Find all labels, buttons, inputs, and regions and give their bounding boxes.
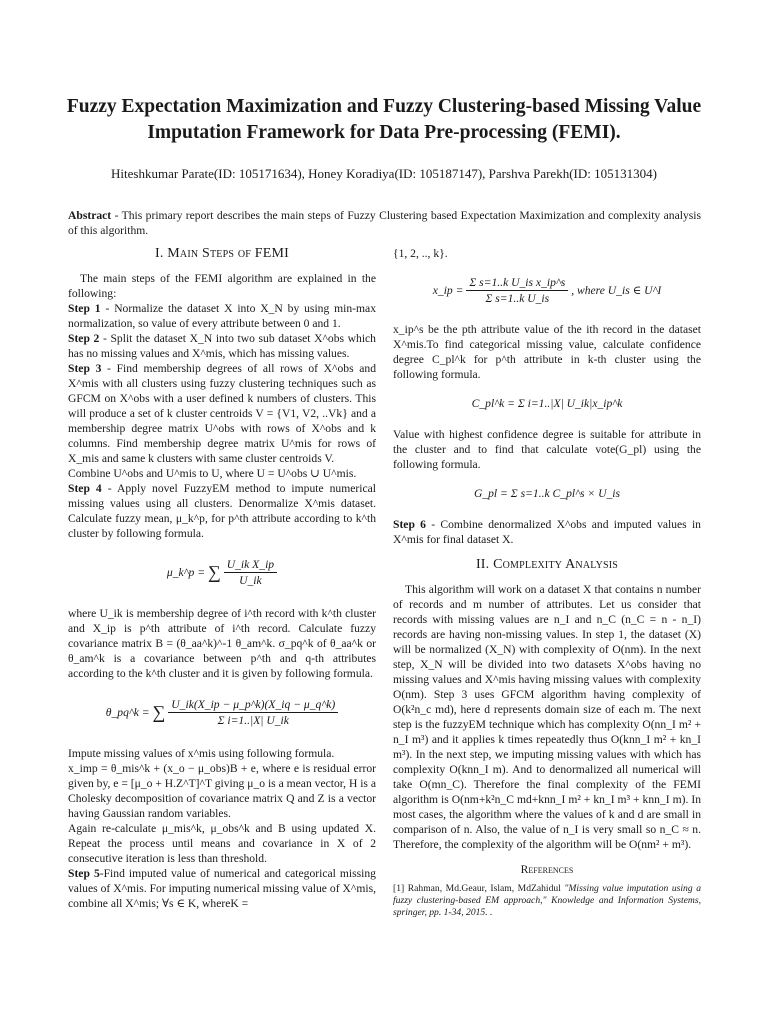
vote-text: Value with highest confidence degree is suitable for attribute in the cluster and to find that calculate vote(G_pl) using the following formula. xyxy=(393,428,701,471)
combine-text: Combine U^obs and U^mis to U, where U = U^obs ∪ U^mis. xyxy=(68,467,357,480)
section-2-heading xyxy=(393,557,701,572)
references-heading: References xyxy=(520,863,574,876)
abstract xyxy=(68,208,701,238)
author-list: Hiteshkumar Parate(ID: 105171634), Honey Koradiya(ID: 105187147), Parshva Parekh(ID: 105131304) xyxy=(111,166,657,181)
abstract-label: Abstract xyxy=(68,209,112,222)
right-column xyxy=(393,246,701,919)
covariance-text: where U_ik is membership degree of i^th record with k^th cluster and X_ip is p^th attribute of i^th record. Calculate fuzzy covariance matrix B = (θ_aa^k)^-1 θ_am^k. σ_pq^k of θ_aa^k or θ_am^k is a covariance between p^th and q-th attributes according to the k^th cluster and it is given by following formula. xyxy=(68,607,376,680)
paper-title: Fuzzy Expectation Maximization and Fuzzy Clustering-based Missing Value Imputation Framework for Data Pre-processing (FEMI). xyxy=(66,96,702,143)
equation-vote: G_pl = Σ s=1..k C_pl^s × U_is xyxy=(473,487,621,500)
impute-text: Impute missing values of x^mis using following formula. xyxy=(68,747,335,760)
section-1-heading xyxy=(68,246,376,261)
recalc-text: Again re-calculate μ_mis^k, μ_obs^k and B using updated X. Repeat the process until means and covariance in X of 2 consecutive iteration is less than threshold. xyxy=(68,822,376,865)
complexity-text: This algorithm will work on a dataset X that contains n number of records and m number of attributes. Let us consider that records with missing values are n_I and n_C (n_C = n - n_I) records are having non-missing values. In step 1, the dataset (X) will be normalized (X_N) with complexity of O(nm). In the next step, X_N will be divided into two datasets X^obs having no missing values and X^mis having missing values with complexity O(nm). Step 3 uses GFCM algorithm having complexity of O(k²n_c md), here d represents domain size of each m. The next step is the fuzzyEM technique which has complexity O(nn_I m² + n_I m³) and it applies k times repeatedly thus O(knn_I m² + kn_I m³). In the next step, we imputing missing values with which has complexity O(knn_I m). And to denormalized all numerical will take O(mn_C). Therefore the final complexity of the FEMI algorithm is O(nm+k²n_C md+knn_I m² + kn_I m³ + knn_I m). In most cases, the algorithm where the values of k and d are small in comparison of n. Also, the value of n_I is very small so n_C ≈ n. Therefore, the complexity of the algorithm will be O(nm² + m³). xyxy=(393,583,701,851)
equation-weighted-value: x_ip = $\frac{\text{Σ s=1..k U\_is x\_ip\textasciicircum{}s}}{\text{Σ s=1..k U\_is}}$ , where U_is ∈ U^I xyxy=(432,276,662,305)
categorical-text: x_ip^s be the pth attribute value of the ith record in the dataset X^mis.To find categorical missing value, calculate confidence degree C_pl^k for p^th attribute in k-th cluster using the following formula. xyxy=(393,323,701,381)
abstract-text: - This primary report describes the main steps of Fuzzy Clustering based Expectation Maximization and complexity analysis of this algorithm. xyxy=(68,209,701,237)
section-2-number: II. xyxy=(475,557,490,572)
equation-fuzzy-mean: μ_k^p = ∑ $\frac{\text{U\_ik X\_ip}}{U\_ik}$ xyxy=(68,557,376,588)
set-continuation: {1, 2, .., k}. xyxy=(393,247,448,260)
equation-confidence: C_pl^k = Σ i=1..|X| U_ik|x_ip^k xyxy=(471,397,623,410)
step-5: Step 5-Find imputed value of numerical and categorical missing values of X^mis. For imputing numerical missing value of X^mis, combine all X^mis; ∀s ∈ K, whereK = xyxy=(68,867,376,910)
section-1-title: Main Steps of FEMI xyxy=(167,246,289,261)
equation-covariance: θ_pq^k = ∑ $\frac{U\_ik(X\_ip - \mu\_p\^{}k)(X\_iq - \mu\_q\^{}k)}{\text{Σ i=1..|X| U\_ik}}$ xyxy=(68,697,376,728)
sum-symbol: ∑ xyxy=(152,702,166,722)
section-1-number: I. xyxy=(155,246,164,261)
section-1-intro: The main steps of the FEMI algorithm are explained in the following: xyxy=(68,272,376,300)
step-6: Step 6 - Combine denormalized X^obs and imputed values in X^mis for final dataset X. xyxy=(393,518,701,546)
step-3: Step 3 - Find membership degrees of all rows of X^obs and X^mis with all clusters using fuzzy clustering techniques such as GFCM on X^obs with a user defined k numbers of clusters. This will produce a set of k cluster centroids V = {V1, V2, ..Vk} and a membership degree matrix U^obs with rows of X^obs and k columns. Find membership degree matrix U^mis for rows of X_mis and same k clusters with same cluster centroids V. xyxy=(68,362,376,465)
sum-symbol: ∑ xyxy=(208,562,221,582)
step-2: Step 2 - Split the dataset X_N into two sub dataset X^obs which has no missing values and X^mis, which has missing values. xyxy=(68,332,376,360)
section-2-title: Complexity Analysis xyxy=(493,557,619,572)
left-column xyxy=(68,244,376,911)
reference-1: [1] Rahman, Md.Geaur, Islam, MdZahidul "Missing value imputation using a fuzzy clustering-based EM approach," Knowledge and Information Systems, springer, pp. 1-34, 2015. . xyxy=(393,883,701,918)
step-4: Step 4 - Apply novel FuzzyEM method to impute numerical missing values using all clusters. Denormalize X^mis dataset. Calculate fuzzy mean, μ_k^p, for p^th attribute according to k^th cluster by following formula. xyxy=(68,482,376,540)
impute-formula: x_imp = θ_mis^k + (x_o − μ_obs)B + e, where e is residual error given by, e = [μ_o + H.Z^T]^T giving μ_o is a mean vector, H is a Cholesky decomposition of covariance matrix Q and Z is a vector having Gaussian random variables. xyxy=(68,762,376,820)
step-1: Step 1 - Normalize the dataset X into X_N by using min-max normalization, so value of every attribute between 0 and 1. xyxy=(68,302,376,330)
